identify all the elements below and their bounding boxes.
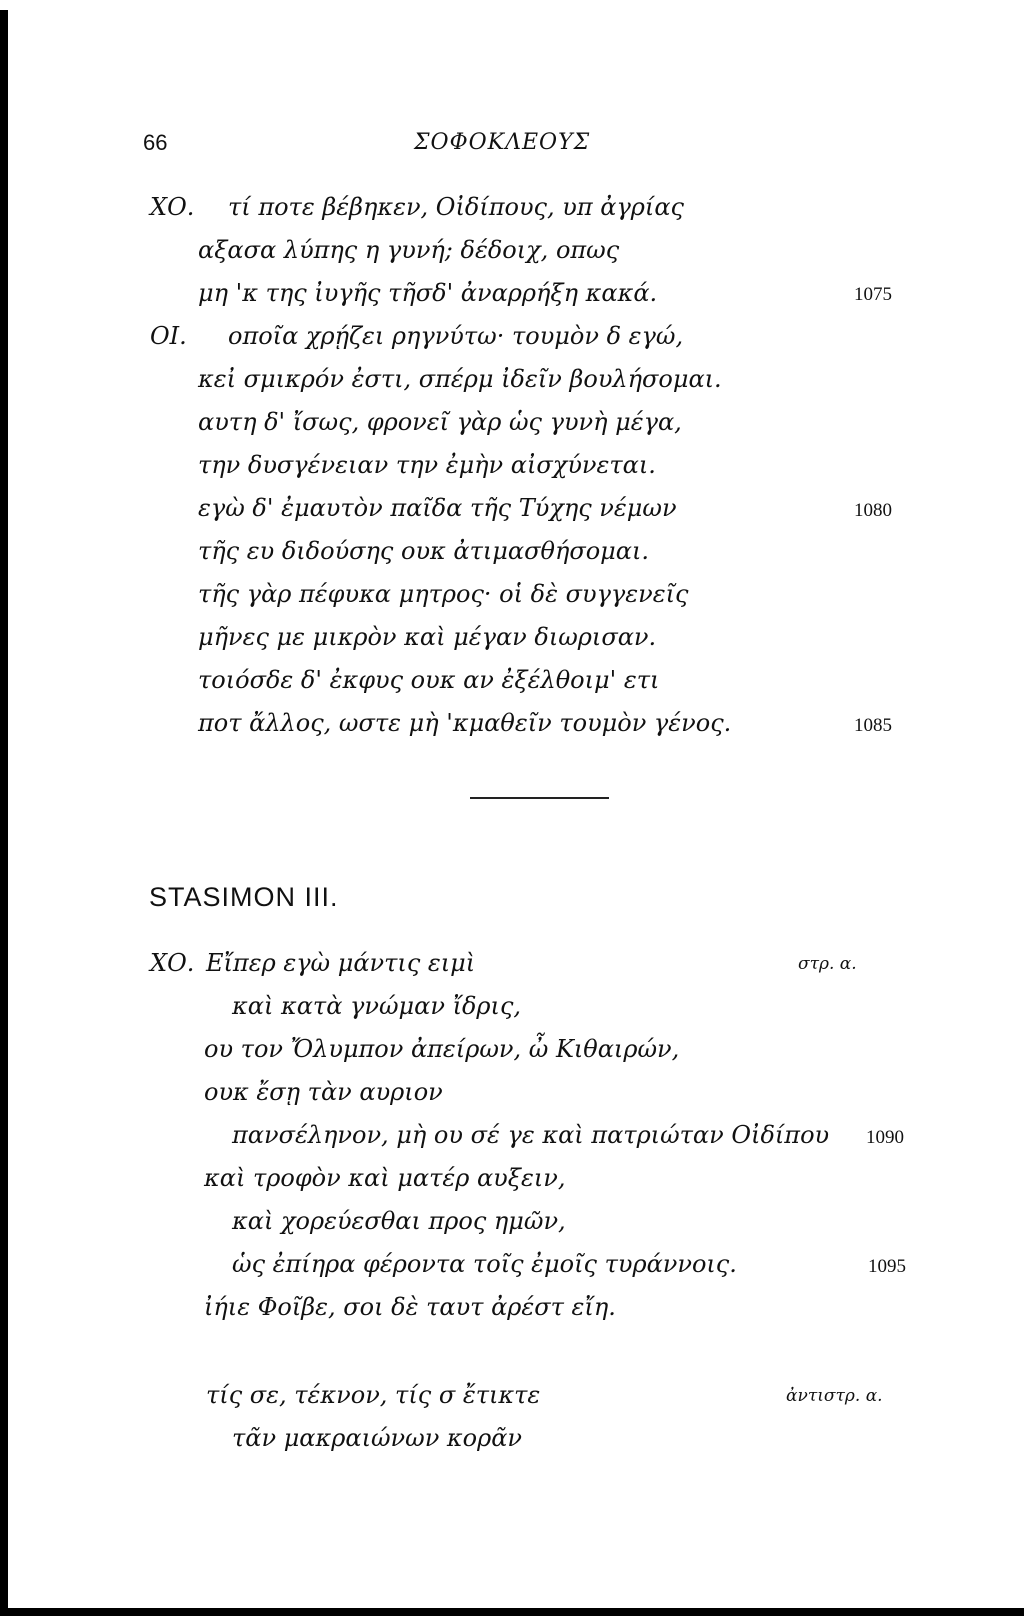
verse-line: αυτη δ' ἴσως, φρονεῖ γὰρ ὡς γυνὴ μέγα, (198, 408, 682, 436)
line-number: 1075 (854, 284, 892, 305)
section-title: STASIMON III. (149, 882, 339, 912)
verse-line: ἰήιε Φοῖβε, σοι δὲ ταυτ ἀρέστ εἴη. (204, 1293, 616, 1321)
verse-line: τᾶν μακραιώνων κορᾶν (232, 1424, 523, 1452)
verse-line: την δυσγένειαν την ἐμὴν αἰσχύνεται. (198, 451, 656, 479)
verse-line: εγὼ δ' ἐμαυτὸν παῖδα τῆς Τύχης νέμων (198, 494, 677, 522)
verse-line: τῆς ευ διδούσης ουκ ἀτιμασθήσομαι. (198, 537, 649, 565)
page-number: 66 (143, 130, 168, 155)
scan-border-left (0, 10, 8, 1616)
verse-line: τίς σε, τέκνον, τίς σ ἔτικτε (206, 1381, 541, 1409)
scan-border-bottom (0, 1608, 1024, 1616)
verse-line: ποτ ἄλλος, ωστε μὴ 'κμαθεῖν τουμὸν γένος. (198, 709, 732, 737)
page-header (16, 130, 1024, 160)
verse-line: αξασα λύπης η γυνή; δέδοιχ, οπως (198, 236, 620, 264)
line-number: 1080 (854, 500, 892, 521)
verse-line: τοιόσδε δ' ἐκφυς ουκ αν ἐξέλθοιμ' ετι (198, 666, 660, 694)
book-page (16, 8, 1024, 1608)
verse-line: ουκ ἔσῃ τὰν αυριον (204, 1078, 443, 1106)
verse-line: ου τον Ὄλυμπον ἀπείρων, ὦ Κιθαιρών, (204, 1035, 680, 1063)
strophe-marker: στρ. α. (798, 954, 857, 974)
verse-line: τί ποτε βέβηκεν, Οἰδίπους, υπ ἀγρίας (228, 193, 684, 221)
verse-line: καὶ τροφὸν καὶ ματέρ αυξειν, (204, 1164, 566, 1192)
verse-line: οποῖα χρῄζει ρηγνύτω· τουμὸν δ εγώ, (228, 322, 684, 350)
verse-line: καὶ κατὰ γνώμαν ἴδρις, (232, 992, 522, 1020)
line-number: 1090 (866, 1127, 904, 1148)
verse-line: πανσέληνον, μὴ ου σέ γε καὶ πατριώταν Οἰδίπου (232, 1121, 830, 1149)
line-number: 1085 (854, 715, 892, 736)
line-number: 1095 (868, 1256, 906, 1277)
verse-line: μῆνες με μικρὸν καὶ μέγαν διωρισαν. (198, 623, 657, 651)
verse-line: κεἰ σμικρόν ἐστι, σπέρμ ἰδεῖν βουλήσομαι. (198, 365, 722, 393)
verse-line: τῆς γὰρ πέφυκα μητρος· οἱ δὲ συγγενεῖς (198, 580, 689, 608)
verse-line: ὡς ἐπίηρα φέροντα τοῖς ἐμοῖς τυράννοις. (232, 1250, 737, 1278)
verse-line: Εἴπερ εγὼ μάντις ειμὶ (206, 949, 476, 977)
verse-line: καὶ χορεύεσθαι προς ημῶν, (232, 1207, 566, 1235)
section-divider (470, 797, 609, 799)
antistrophe-marker: ἀντιστρ. α. (786, 1386, 883, 1406)
speaker-label: ΟΙ. (150, 322, 187, 350)
verse-line: μη 'κ της ἰυγῆς τῆσδ' ἀναρρήξη κακά. (198, 279, 658, 307)
speaker-label: ΧΟ. (150, 193, 195, 221)
running-title: ΣΟΦΟΚΛΕΟΥΣ (414, 130, 591, 155)
speaker-label: ΧΟ. (150, 949, 195, 977)
